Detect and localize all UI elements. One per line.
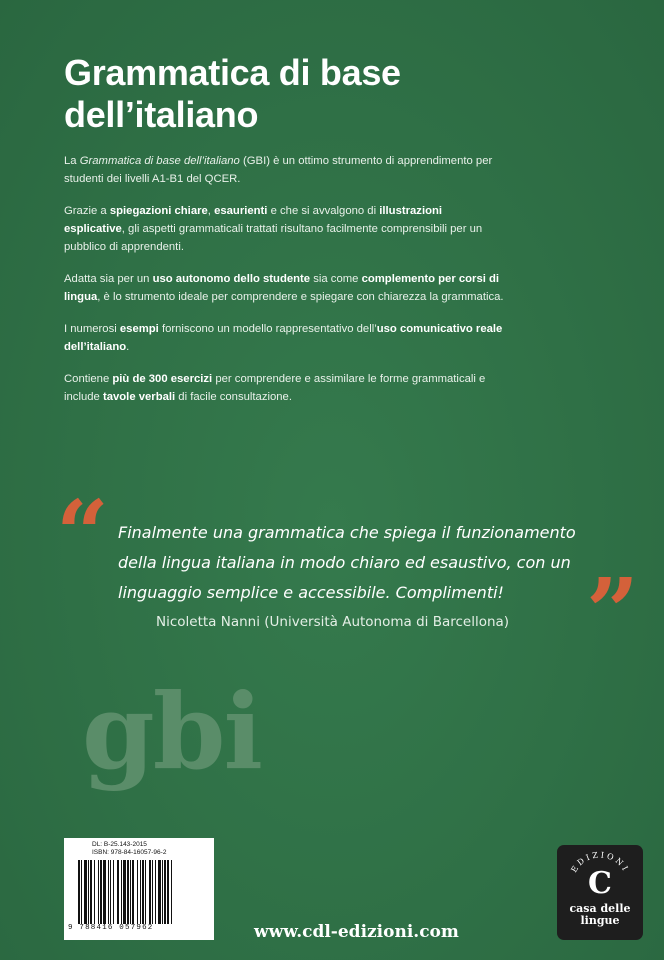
text: , è lo strumento ideale per comprendere e spiegare con chiarezza la grammatica. <box>97 291 504 303</box>
blurb-paragraph-3 <box>64 270 504 306</box>
text: sia come <box>310 273 362 285</box>
text: di facile consultazione. <box>175 391 292 403</box>
bold-text: uso autonomo dello studente <box>152 273 311 285</box>
gbi-watermark: gbi <box>82 670 261 793</box>
blurb-paragraph-5 <box>64 370 504 406</box>
barcode-digits: 9 788416 057962 <box>68 924 154 932</box>
publisher-logo <box>557 845 643 940</box>
barcode-label <box>64 838 214 940</box>
barcode-bar <box>137 860 138 924</box>
text: La <box>64 155 80 167</box>
logo-letter: C <box>588 866 612 901</box>
barcode-bar <box>142 860 144 924</box>
svg-text:EDIZIONI: EDIZIONI <box>569 850 631 875</box>
barcode-bar <box>140 860 141 924</box>
barcode-bar <box>103 860 106 924</box>
barcode-bar <box>171 860 172 924</box>
barcode-bars <box>76 860 208 924</box>
bold-text: spiegazioni chiare <box>109 205 208 217</box>
logo-subtitle-line-1: casa delle <box>569 902 631 915</box>
barcode-bar <box>98 860 99 924</box>
barcode-bar <box>110 860 111 924</box>
text: (GBI) è un ottimo strumento di apprendimento per studenti dei livelli A1-B1 del QCER. <box>64 155 493 185</box>
barcode-bar <box>94 860 95 924</box>
barcode-bar <box>123 860 126 924</box>
logo-subtitle <box>557 903 643 927</box>
title-line-2: dell’italiano <box>64 94 259 135</box>
text: I numerosi <box>64 323 120 335</box>
barcode-bar <box>155 860 156 924</box>
barcode-bar <box>158 860 161 924</box>
bold-text: illustrazioni esplicative <box>64 205 443 235</box>
barcode-bar <box>78 860 80 924</box>
barcode-bar <box>100 860 102 924</box>
text: , gli aspetti grammaticali trattati risultano facilmente comprensibili per un pubblico di apprendenti. <box>64 223 483 253</box>
barcode-bar <box>117 860 119 924</box>
text: , <box>207 205 215 217</box>
bold-text: uso comunicativo reale dell’italiano <box>64 323 503 353</box>
bold-text: esaurienti <box>214 205 268 217</box>
book-name-italic: Grammatica di base dell’italiano <box>79 155 240 167</box>
blurb-paragraph-4 <box>64 320 504 356</box>
barcode-bar <box>88 860 89 924</box>
blurb-paragraph-2 <box>64 202 504 256</box>
barcode-bar <box>113 860 114 924</box>
bold-text: complemento per corsi di lingua <box>64 273 500 303</box>
testimonial-quote: Finalmente una grammatica che spiega il funzionamento della lingua italiana in modo chiaro ed esaustivo, con un linguaggio semplice e accessibile. Complimenti! <box>118 523 576 602</box>
bold-text: tavole verbali <box>102 391 176 403</box>
barcode-bar <box>149 860 151 924</box>
barcode-bar <box>121 860 122 924</box>
book-title <box>64 52 584 136</box>
logo-subtitle-line-2: lingue <box>580 914 620 927</box>
text: Contiene <box>64 373 113 385</box>
quote-attribution: Nicoletta Nanni (Università Autonoma di Barcellona) <box>156 614 510 630</box>
barcode-bar <box>162 860 163 924</box>
barcode-bar <box>84 860 87 924</box>
close-quote-mark-icon: ” <box>586 558 639 666</box>
open-quote-mark-icon: “ <box>56 480 109 588</box>
title-line-1: Grammatica di base <box>64 52 401 93</box>
barcode-bar <box>164 860 166 924</box>
barcode-bar <box>81 860 82 924</box>
barcode-bar <box>127 860 129 924</box>
barcode-bar <box>145 860 146 924</box>
text: . <box>126 341 130 353</box>
bold-text: esempi <box>119 323 159 335</box>
barcode-bar <box>90 860 92 924</box>
barcode-bar <box>152 860 153 924</box>
barcode-bar <box>108 860 109 924</box>
blurb-paragraph-1 <box>64 152 504 188</box>
barcode-bar <box>130 860 131 924</box>
bold-text: più de 300 esercizi <box>112 373 213 385</box>
text: Grazie a <box>64 205 110 217</box>
text: forniscono un modello rappresentativo dell’ <box>158 323 377 335</box>
barcode-bar <box>132 860 134 924</box>
text: e che si avvalgono di <box>267 205 380 217</box>
barcode-bar <box>167 860 169 924</box>
isbn-number: ISBN: 978-84-16057-96-2 <box>92 849 167 856</box>
text: per comprendere e assimilare le forme grammaticali e include <box>64 373 486 403</box>
publisher-website-link[interactable]: www.cdl-edizioni.com <box>254 922 459 942</box>
text: Adatta sia per un <box>64 273 153 285</box>
legal-deposit-number: DL: B-25.143-2015 <box>92 841 147 848</box>
blurb <box>64 152 504 420</box>
